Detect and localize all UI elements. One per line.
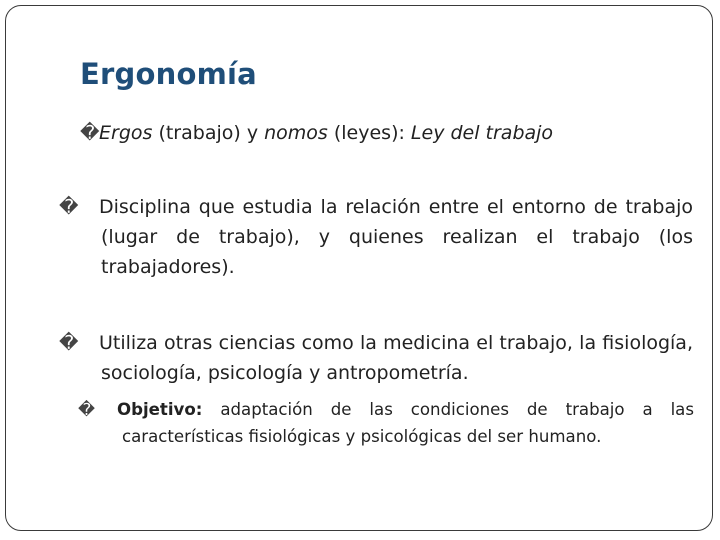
objective-text: adaptación de las condiciones de trabajo a las características fisiológicas y psicológicas del ser humano. — [122, 400, 694, 446]
objective-label: Objetivo: — [117, 400, 203, 419]
sub-bullet-marker-icon: � — [78, 400, 96, 419]
meaning-ley-del-trabajo: Ley del trabajo — [410, 122, 554, 144]
sub-bullet-objective — [78, 396, 694, 450]
slide-title: Ergonomía — [80, 57, 257, 91]
bullet-marker-icon: � — [80, 122, 100, 144]
term-nomos: nomos — [264, 122, 328, 144]
bullet-marker-icon: � — [59, 332, 79, 354]
bullet-related-sciences — [59, 328, 693, 388]
bullet-marker-icon: � — [59, 196, 79, 218]
bullet-definition — [59, 192, 693, 282]
term-ergos: Ergos — [99, 122, 153, 144]
bullet-etymology — [80, 118, 672, 148]
definition-text: Disciplina que estudia la relación entre el entorno de trabajo (lugar de trabajo), y quienes realizan el trabajo (los trabajadores). — [99, 196, 693, 278]
gloss-trabajo: (trabajo) y — [152, 122, 265, 144]
related-sciences-text: Utiliza otras ciencias como la medicina el trabajo, la fisiología, sociología, psicología y antropometría. — [99, 332, 693, 384]
gloss-leyes: (leyes): — [327, 122, 411, 144]
